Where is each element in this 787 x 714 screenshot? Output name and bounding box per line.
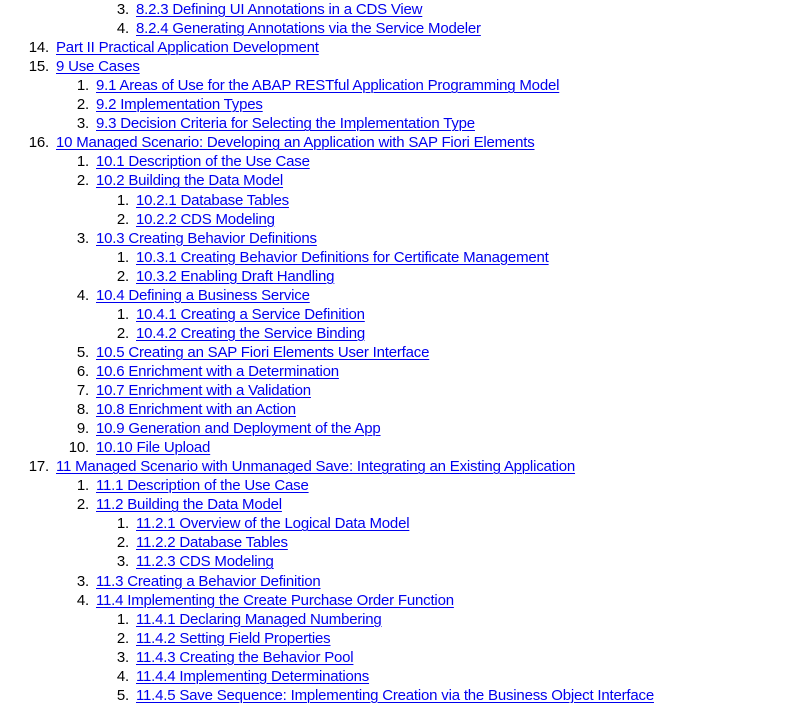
toc-item-link[interactable]: 11.4.1 Declaring Managed Numbering (136, 610, 382, 628)
toc-item (0, 572, 787, 591)
toc-item-link[interactable]: 10.3.1 Creating Behavior Definitions for Certificate Management (136, 248, 549, 266)
toc-item-link[interactable]: 9.3 Decision Criteria for Selecting the Implementation Type (96, 115, 475, 133)
toc-item (0, 552, 787, 571)
toc-item (0, 76, 787, 95)
toc-item (0, 19, 787, 38)
toc-item-link[interactable]: Part II Practical Application Development (56, 39, 319, 57)
toc-item-number: 1. (76, 153, 89, 171)
toc-item (0, 362, 787, 381)
toc-item-number: 1. (116, 248, 129, 266)
toc-item-number: 16. (28, 134, 49, 152)
toc-item-number: 10. (68, 439, 89, 457)
toc-item-link[interactable]: 11.3 Creating a Behavior Definition (96, 572, 321, 590)
toc-item-link[interactable]: 10.4.1 Creating a Service Definition (136, 305, 365, 323)
toc-item (0, 686, 787, 705)
toc-item-number: 1. (116, 515, 129, 533)
toc-item-number: 1. (116, 610, 129, 628)
toc-item-number: 1. (76, 477, 89, 495)
toc-item-number: 2. (76, 496, 89, 514)
toc-item-link[interactable]: 11.4 Implementing the Create Purchase Order Function (96, 591, 454, 609)
toc-item (0, 286, 787, 305)
toc-item-link[interactable]: 8.2.3 Defining UI Annotations in a CDS View (136, 1, 423, 18)
toc-item-link[interactable]: 10.7 Enrichment with a Validation (96, 382, 311, 399)
toc-item-number: 3. (76, 229, 89, 247)
toc-item-link[interactable]: 10.8 Enrichment with an Action (96, 401, 296, 419)
toc-item (0, 648, 787, 667)
toc-item (0, 171, 787, 190)
toc-item-link[interactable]: 11.2.2 Database Tables (136, 534, 288, 552)
toc-item-link[interactable]: 10.6 Enrichment with a Determination (96, 362, 339, 380)
toc-item-link[interactable]: 10 Managed Scenario: Developing an Application with SAP Fiori Elements (56, 134, 535, 152)
toc-item-number: 4. (116, 20, 129, 38)
toc-item-link[interactable]: 11.2 Building the Data Model (96, 496, 282, 514)
toc-item-number: 5. (76, 343, 89, 361)
toc-item-number: 2. (116, 210, 129, 228)
toc-item (0, 210, 787, 229)
toc-item-link[interactable]: 10.10 File Upload (96, 439, 211, 457)
toc-item-link[interactable]: 8.2.4 Generating Annotations via the Service Modeler (136, 20, 481, 38)
toc-item-link[interactable]: 10.3 Creating Behavior Definitions (96, 229, 317, 247)
toc-item (0, 629, 787, 648)
toc-item (0, 38, 787, 57)
toc-item-link[interactable]: 9 Use Cases (56, 58, 140, 76)
toc-item-link[interactable]: 11.4.5 Save Sequence: Implementing Creation via the Business Object Interface (136, 686, 654, 704)
toc-item (0, 667, 787, 686)
toc-item (0, 400, 787, 419)
toc-item (0, 495, 787, 514)
toc-item-link[interactable]: 10.4.2 Creating the Service Binding (136, 324, 365, 342)
toc-item-link[interactable]: 10.5 Creating an SAP Fiori Elements User Interface (96, 343, 430, 361)
toc-item (0, 0, 787, 19)
toc-item-number: 1. (76, 77, 89, 95)
toc-item-link[interactable]: 10.4 Defining a Business Service (96, 286, 310, 304)
toc-item-number: 4. (116, 667, 129, 685)
toc-item-number: 1. (116, 305, 129, 323)
toc-item-number: 4. (76, 591, 89, 609)
toc-item-link[interactable]: 11.4.4 Implementing Determinations (136, 667, 370, 685)
toc-item (0, 610, 787, 629)
toc-item (0, 419, 787, 438)
toc-item-number: 6. (76, 362, 89, 380)
toc-item-number: 3. (116, 648, 129, 666)
toc-item-link[interactable]: 10.1 Description of the Use Case (96, 153, 310, 171)
toc-item-number: 9. (76, 420, 89, 438)
toc-item-link[interactable]: 10.9 Generation and Deployment of the App (96, 420, 381, 438)
toc-item-link[interactable]: 11.4.2 Setting Field Properties (136, 629, 331, 647)
toc-item (0, 514, 787, 533)
toc-item (0, 591, 787, 610)
toc-item (0, 191, 787, 210)
toc-item-number: 14. (28, 39, 49, 57)
toc-item (0, 324, 787, 343)
toc-item (0, 343, 787, 362)
toc-item-number: 15. (28, 58, 49, 76)
toc-item-link[interactable]: 11.4.3 Creating the Behavior Pool (136, 648, 354, 666)
toc-item-number: 4. (76, 286, 89, 304)
toc-item (0, 267, 787, 286)
toc-item-link[interactable]: 9.1 Areas of Use for the ABAP RESTful Application Programming Model (96, 77, 560, 95)
toc-item-number: 1. (116, 191, 129, 209)
toc-item-number: 3. (116, 1, 129, 18)
toc-item-number: 7. (76, 382, 89, 399)
toc-item (0, 457, 787, 476)
toc-item-number: 2. (76, 172, 89, 190)
toc-item (0, 381, 787, 400)
toc-item (0, 133, 787, 152)
toc-item-number: 3. (116, 553, 129, 571)
toc-item-link[interactable]: 11.2.3 CDS Modeling (136, 553, 274, 571)
toc-item (0, 95, 787, 114)
toc-item (0, 57, 787, 76)
toc-item-number: 5. (116, 686, 129, 704)
toc-item (0, 305, 787, 324)
toc-item-link[interactable]: 10.2.2 CDS Modeling (136, 210, 275, 228)
toc-item-link[interactable]: 10.3.2 Enabling Draft Handling (136, 267, 335, 285)
toc-item-number: 2. (116, 324, 129, 342)
toc-item (0, 229, 787, 248)
toc-item-number: 2. (116, 534, 129, 552)
toc-item (0, 248, 787, 267)
toc-item-number: 8. (76, 401, 89, 419)
toc-item (0, 114, 787, 133)
toc-item-number: 2. (116, 267, 129, 285)
toc-item (0, 152, 787, 171)
toc-item-number: 17. (28, 458, 49, 476)
toc-item (0, 476, 787, 495)
toc-item-number: 2. (116, 629, 129, 647)
toc-item-link[interactable]: 10.2 Building the Data Model (96, 172, 284, 190)
toc-item-number: 2. (76, 96, 89, 114)
toc-item-link[interactable]: 9.2 Implementation Types (96, 96, 263, 114)
toc-item-number: 3. (76, 115, 89, 133)
toc-item-link[interactable]: 10.2.1 Database Tables (136, 191, 289, 209)
toc-item-number: 3. (76, 572, 89, 590)
toc-item-link[interactable]: 11.1 Description of the Use Case (96, 477, 309, 495)
toc-item (0, 438, 787, 457)
toc-item (0, 533, 787, 552)
toc-item-link[interactable]: 11.2.1 Overview of the Logical Data Model (136, 515, 410, 533)
toc-item-link[interactable]: 11 Managed Scenario with Unmanaged Save: Integrating an Existing Application (56, 458, 576, 476)
